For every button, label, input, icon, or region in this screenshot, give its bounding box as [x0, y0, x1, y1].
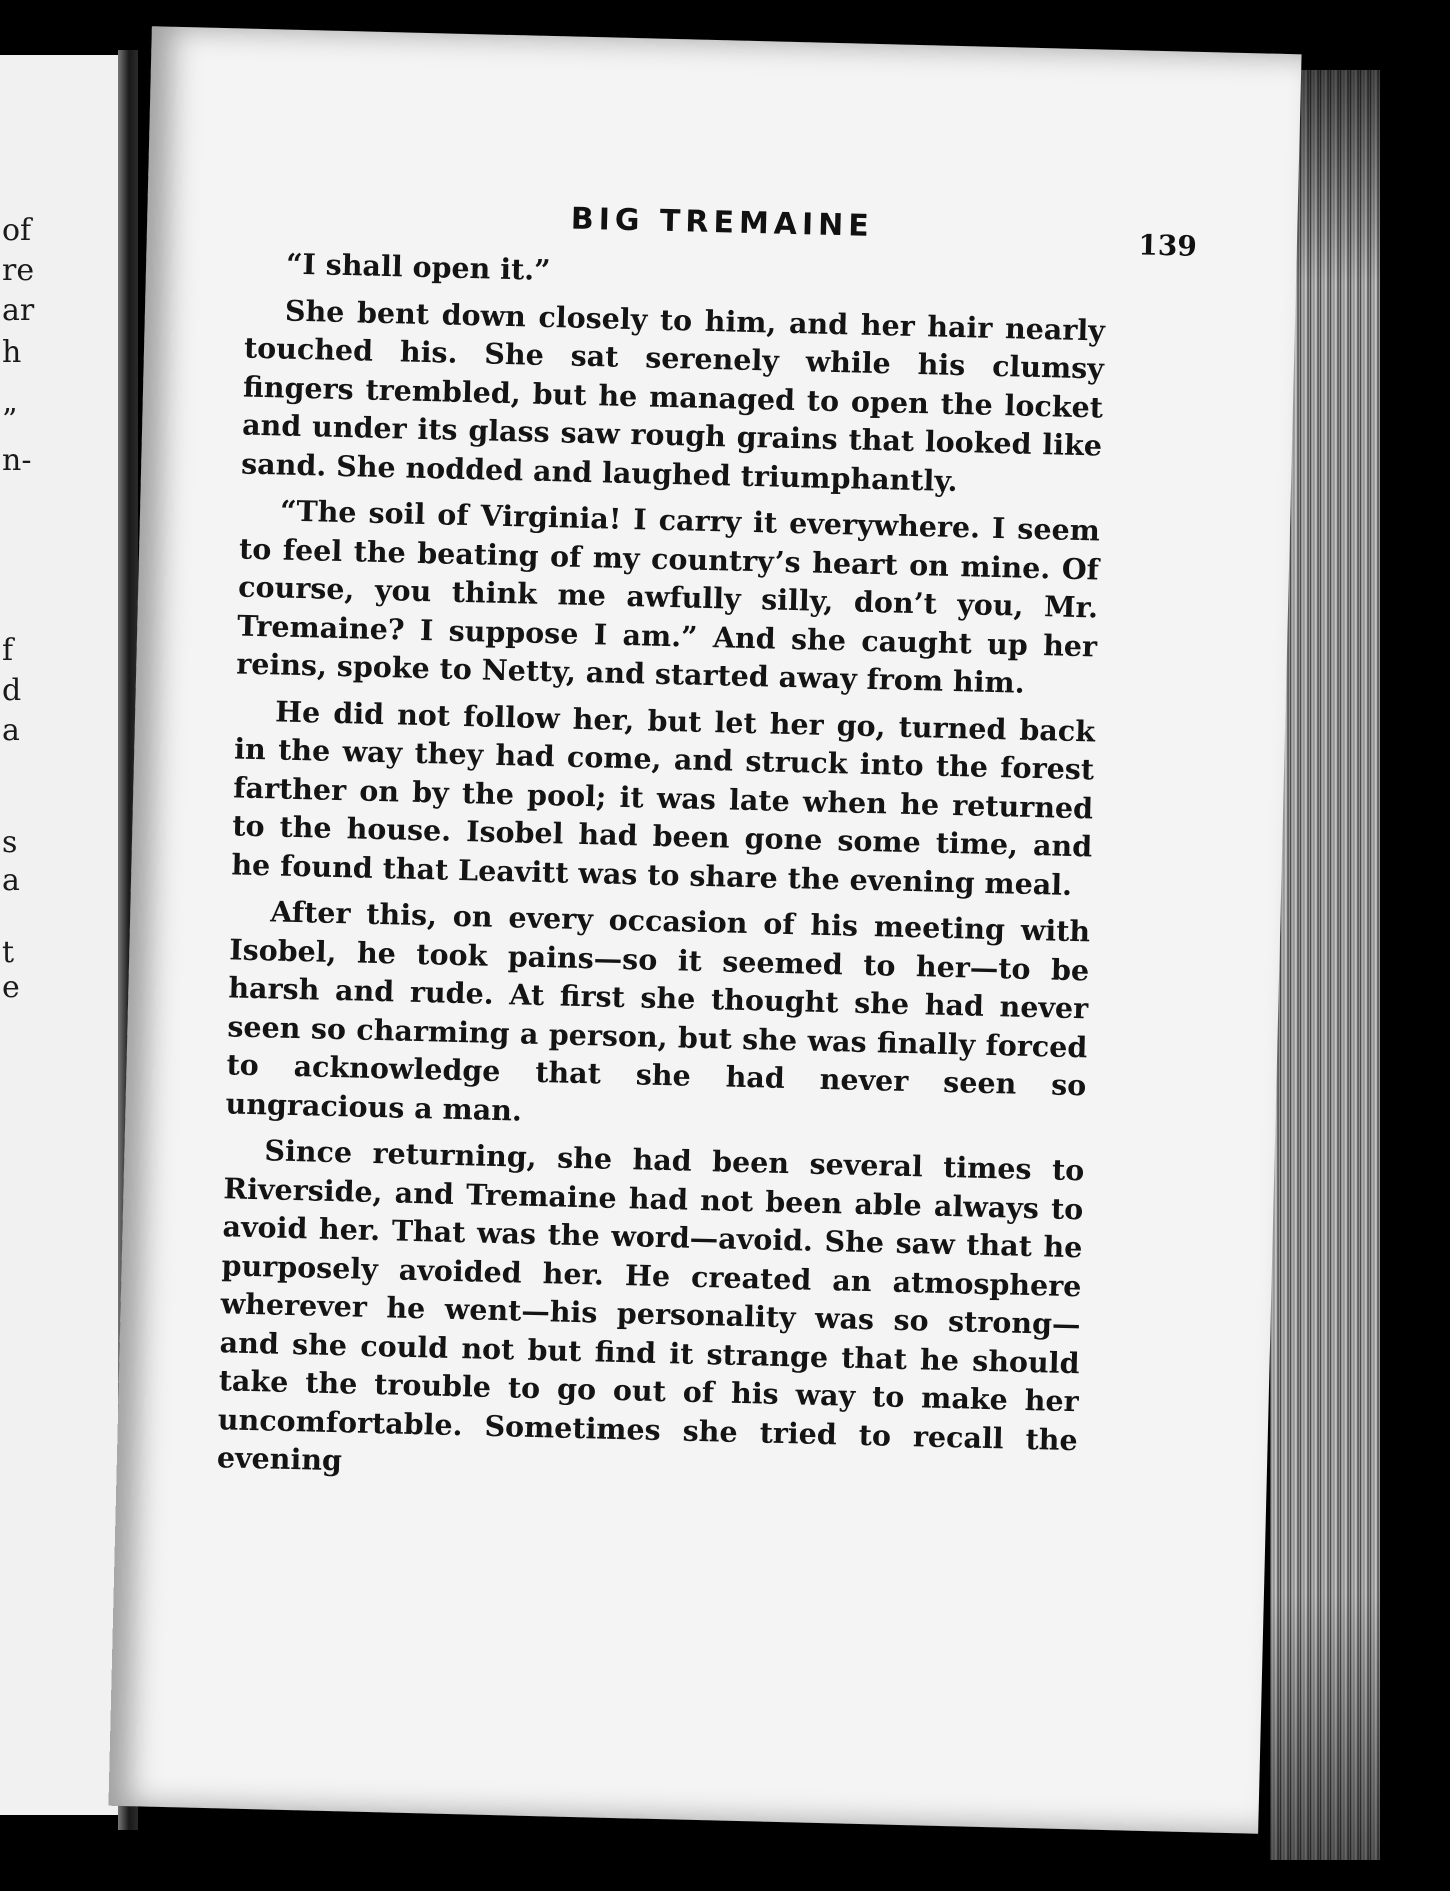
- left-fragment: ”: [2, 403, 18, 438]
- left-fragment: e: [2, 970, 20, 1005]
- paragraph: “The soil of Virginia! I carry it everywhere. I seem to feel the beating of my country’s heart on mine. Of course, you think me awfully silly, don’t you, Mr. Tremaine? I suppose I am.” And she caught up her reins, spoke to Netty, and started away from him.: [235, 493, 1101, 700]
- page-number: 139: [1138, 228, 1198, 263]
- left-fragment: a: [2, 863, 20, 898]
- left-page: [0, 55, 125, 1815]
- paragraph: After this, on every occasion of his meeting with Isobel, he took pains—so it seemed to her—to be harsh and rude. At first she thought she had never seen so charming a person, but she was finally forced to acknowledge that she had never seen so ungracious a man.: [225, 894, 1091, 1128]
- left-fragment: h: [2, 335, 22, 370]
- left-fragment: of: [2, 213, 32, 248]
- left-fragment: ar: [2, 293, 35, 328]
- left-fragment: d: [2, 673, 22, 708]
- left-fragment: re: [2, 253, 35, 288]
- paragraph: He did not follow her, but let her go, turned back in the way they had come, and struck into the forest farther on by the pool; it was late when he returned to the house. Isobel had been gone some time, and he found that Leavitt was to share the evening meal.: [231, 693, 1096, 902]
- page-body: [216, 244, 1106, 1498]
- right-page: [108, 26, 1301, 1834]
- left-fragment: s: [2, 825, 18, 860]
- running-head: BIG TREMAINE: [570, 201, 875, 244]
- left-fragment: n-: [2, 443, 32, 478]
- left-fragment: a: [2, 713, 20, 748]
- paragraph: She bent down closely to him, and her hair nearly touched his. She sat serenely while his clumsy fingers trembled, but he managed to open the locket and under its glass saw rough grains that looked like sand. She nodded and laughed triumphantly.: [240, 293, 1106, 498]
- paragraph: “I shall open it.”: [285, 246, 551, 288]
- left-fragment: t: [2, 935, 15, 970]
- left-page-fragments: [0, 55, 125, 1815]
- paragraph: Since returning, she had been several times to Riverside, and Tremaine had not been able always to avoid her. That was the word—avoid. She saw that he purposely avoided her. He created an atmosphere wherever he went—his personality was so strong—and she could not but find it strange that he should take the trouble to go out of his way to make her uncomfortable. Sometimes she tried to recall the evening: [216, 1133, 1085, 1478]
- left-fragment: f: [2, 633, 14, 668]
